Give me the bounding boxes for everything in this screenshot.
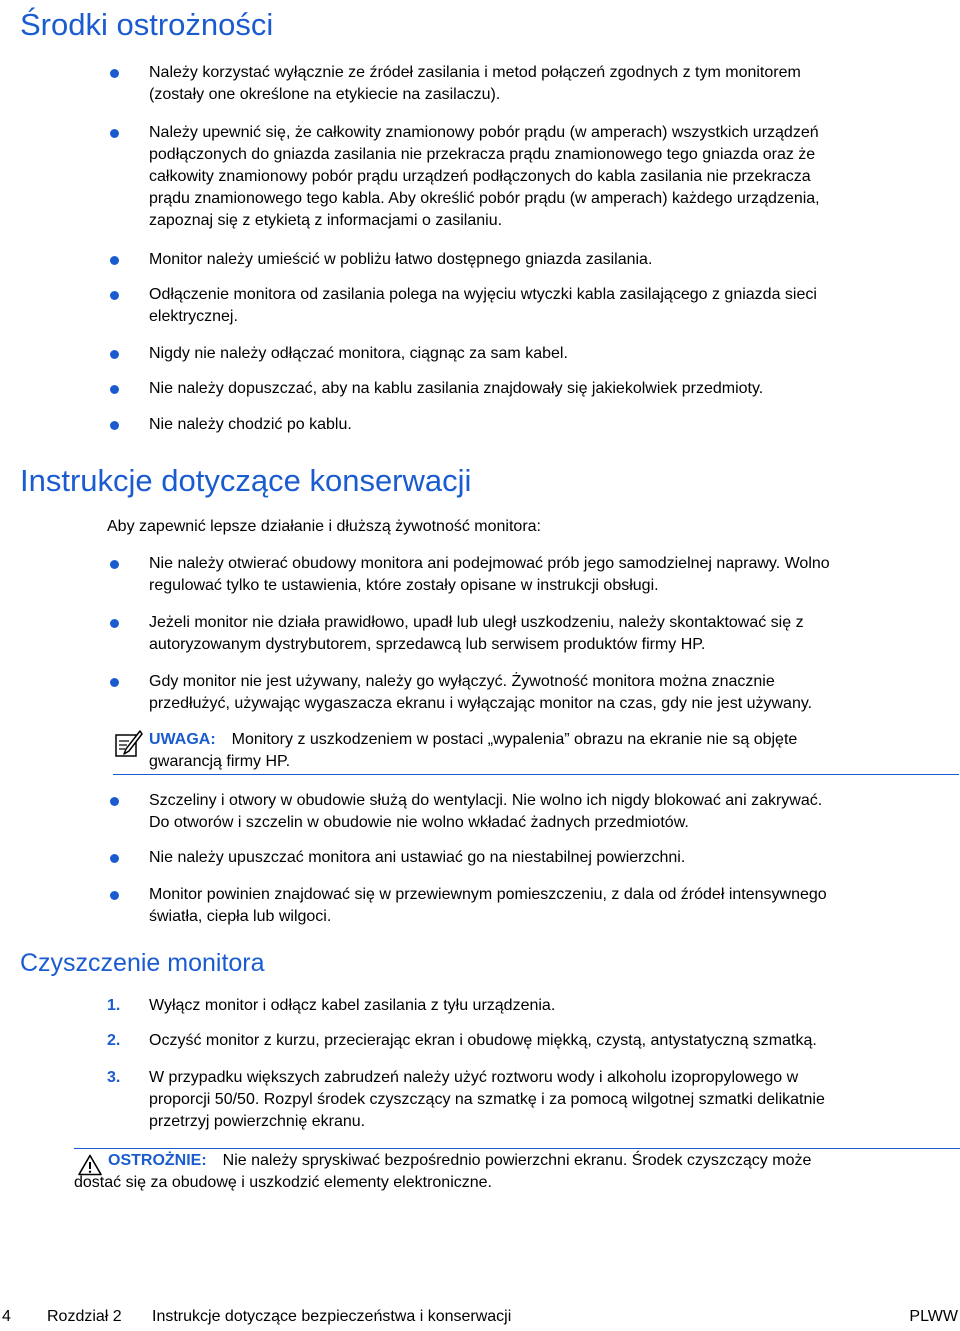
note-pencil-icon bbox=[113, 729, 143, 759]
text-line: Monitor powinien znajdować się w przewiewnym pomieszczeniu, z dala od źródeł intensywnego bbox=[149, 886, 827, 903]
step-text bbox=[149, 995, 949, 1017]
bullet-icon bbox=[110, 350, 119, 359]
text-line: Nigdy nie należy odłączać monitora, ciągnąc za sam kabel. bbox=[149, 345, 568, 362]
caution-box bbox=[74, 1148, 960, 1197]
note-box bbox=[113, 728, 959, 775]
text-line: Odłączenie monitora od zasilania polega na wyjęciu wtyczki kabla zasilającego z gniazda sieci bbox=[149, 286, 817, 303]
bullet-icon bbox=[110, 560, 119, 569]
step-text bbox=[149, 1067, 949, 1133]
bullet-icon bbox=[110, 69, 119, 78]
page-footer bbox=[0, 1306, 960, 1328]
text-line: Nie należy otwierać obudowy monitora ani podejmować prób jego samodzielnej naprawy. Wolno bbox=[149, 555, 830, 572]
text-line: przedłużyć, używając wygaszacza ekranu i wyłączając monitor na czas, gdy nie jest używany. bbox=[149, 695, 813, 712]
list-item-text bbox=[149, 671, 949, 715]
text-line: prądu znamionowego tego kabla. Aby określić pobór prądu (w amperach) każdego urządzenia, bbox=[149, 190, 820, 207]
bullet-icon bbox=[110, 854, 119, 863]
footer-chapter-title: Instrukcje dotyczące bezpieczeństwa i konserwacji bbox=[152, 1308, 512, 1325]
bullet-icon bbox=[110, 891, 119, 900]
page-number: 4 bbox=[2, 1308, 11, 1325]
text-line: Należy korzystać wyłącznie ze źródeł zasilania i metod połączeń zgodnych z tym monitorem bbox=[149, 64, 801, 81]
text-line: Szczeliny i otwory w obudowie służą do wentylacji. Nie wolno ich nigdy blokować ani zakrywać. bbox=[149, 792, 823, 809]
step-text bbox=[149, 1030, 949, 1052]
text-line: podłączonych do gniazda zasilania nie przekracza prądu znamionowego tego gniazda oraz że bbox=[149, 146, 816, 163]
text-line: autoryzowanym dystrybutorem, sprzedawcą lub serwisem produktów firmy HP. bbox=[149, 636, 706, 653]
text-line: zapoznaj się z etykietą z informacjami o zasilaniu. bbox=[149, 212, 503, 229]
bullet-icon bbox=[110, 678, 119, 687]
text-line: Gdy monitor nie jest używany, należy go wyłączyć. Żywotność monitora można znacznie bbox=[149, 673, 775, 690]
step-number: 1. bbox=[107, 997, 121, 1014]
bullet-icon bbox=[110, 291, 119, 300]
cleaning-heading: Czyszczenie monitora bbox=[20, 949, 265, 977]
precautions-heading: Środki ostrożności bbox=[20, 7, 274, 42]
step-number: 2. bbox=[107, 1032, 121, 1049]
caution-line-1: Nie należy spryskiwać bezpośrednio powierzchni ekranu. Środek czyszczący może bbox=[222, 1152, 812, 1169]
list-item-text bbox=[149, 249, 949, 271]
list-item-text bbox=[149, 612, 949, 656]
maintenance-heading: Instrukcje dotyczące konserwacji bbox=[20, 463, 472, 498]
text-line: (zostały one określone na etykiecie na zasilaczu). bbox=[149, 86, 501, 103]
maintenance-intro: Aby zapewnić lepsze działanie i dłuższą żywotność monitora: bbox=[107, 518, 541, 535]
text-line: Wyłącz monitor i odłącz kabel zasilania z tyłu urządzenia. bbox=[149, 997, 556, 1014]
list-item-text bbox=[149, 414, 949, 436]
text-line: Nie należy chodzić po kablu. bbox=[149, 416, 352, 433]
note-line-1: Monitory z uszkodzeniem w postaci „wypalenia” obrazu na ekranie nie są objęte bbox=[231, 731, 798, 748]
text-line: całkowity znamionowy pobór prądu urządzeń podłączonych do kabla zasilania nie przekracza bbox=[149, 168, 811, 185]
caution-text bbox=[74, 1150, 960, 1191]
text-line: Jeżeli monitor nie działa prawidłowo, upadł lub uległ uszkodzeniu, należy skontaktować się z bbox=[149, 614, 804, 631]
list-item-text bbox=[149, 884, 949, 928]
text-line: elektrycznej. bbox=[149, 308, 238, 325]
caution-label: OSTROŻNIE: bbox=[108, 1152, 207, 1169]
bullet-icon bbox=[110, 129, 119, 138]
list-item-text bbox=[149, 790, 949, 834]
text-line: Należy upewnić się, że całkowity znamionowy pobór prądu (w amperach) wszystkich urządzeń bbox=[149, 124, 819, 141]
text-line: Oczyść monitor z kurzu, przecierając ekran i obudowę miękką, czystą, antystatyczną szmatką. bbox=[149, 1032, 817, 1049]
text-line: Monitor należy umieścić w pobliżu łatwo dostępnego gniazda zasilania. bbox=[149, 251, 653, 268]
list-item-text bbox=[149, 553, 949, 597]
list-item-text bbox=[149, 847, 949, 869]
text-line: Do otworów i szczelin w obudowie nie wolno wkładać żadnych przedmiotów. bbox=[149, 814, 689, 831]
note-label: UWAGA: bbox=[149, 731, 216, 748]
bullet-icon bbox=[110, 385, 119, 394]
text-line: W przypadku większych zabrudzeń należy użyć roztworu wody i alkoholu izopropylowego w bbox=[149, 1069, 799, 1086]
bullet-icon bbox=[110, 619, 119, 628]
bullet-icon bbox=[110, 256, 119, 265]
step-number: 3. bbox=[107, 1069, 121, 1086]
list-item-text bbox=[149, 122, 949, 232]
bullet-icon bbox=[110, 421, 119, 430]
text-line: Nie należy dopuszczać, aby na kablu zasilania znajdowały się jakiekolwiek przedmioty. bbox=[149, 380, 764, 397]
text-line: Nie należy upuszczać monitora ani ustawiać go na niestabilnej powierzchni. bbox=[149, 849, 686, 866]
footer-language-code: PLWW bbox=[909, 1308, 958, 1325]
list-item-text bbox=[149, 62, 949, 106]
list-item-text bbox=[149, 378, 949, 400]
text-line: proporcji 50/50. Rozpyl środek czyszczący na szmatkę i za pomocą wilgotnej szmatki delikatnie bbox=[149, 1091, 825, 1108]
text-line: regulować tylko te ustawienia, które zostały opisane w instrukcji obsługi. bbox=[149, 577, 659, 594]
footer-chapter: Rozdział 2 bbox=[47, 1308, 122, 1325]
note-text bbox=[149, 729, 959, 773]
text-line: przetrzyj powierzchnię ekranu. bbox=[149, 1113, 366, 1130]
list-item-text bbox=[149, 284, 949, 328]
bullet-icon bbox=[110, 797, 119, 806]
note-line-2: gwarancją firmy HP. bbox=[149, 753, 291, 770]
text-line: światła, ciepła lub wilgoci. bbox=[149, 908, 332, 925]
caution-line-2: dostać się za obudowę i uszkodzić elementy elektroniczne. bbox=[74, 1174, 492, 1191]
list-item-text bbox=[149, 343, 949, 365]
